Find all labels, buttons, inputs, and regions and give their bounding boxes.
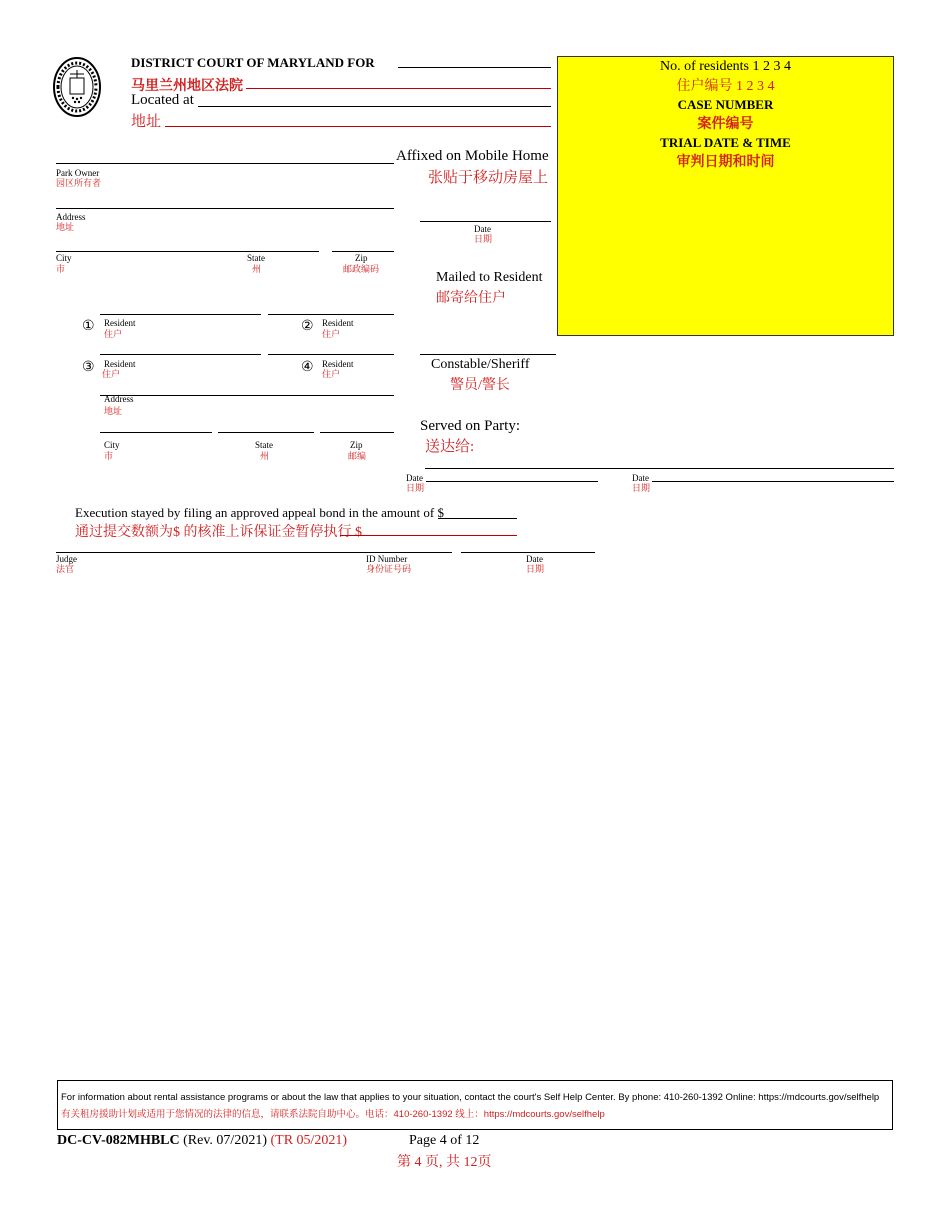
signature-date-cn-label: 日期 — [526, 564, 545, 574]
execution-cn-text: 通过提交数额为$ 的核准上诉保证金暂停执行 $ — [75, 525, 362, 540]
form-revision: (Rev. 07/2021) — [183, 1133, 267, 1148]
residents-count-cn: 住户编号 1 2 3 4 — [676, 79, 775, 94]
resident-4-number: ④ — [301, 360, 314, 375]
park-state-label: State — [247, 253, 265, 263]
affixed-cn-label: 张贴于移动房屋上 — [428, 170, 549, 186]
resident-3-field[interactable] — [100, 354, 261, 355]
court-seal-logo — [52, 56, 102, 118]
resident-2-label: Resident — [322, 318, 354, 328]
resident-3-cn-label: 住户 — [102, 369, 121, 379]
resident-4-label: Resident — [322, 359, 354, 369]
court-county-cn-field[interactable] — [246, 88, 551, 89]
resident-3-label: Resident — [104, 359, 136, 369]
resident-1-number: ① — [82, 319, 95, 334]
served-date-2-label: Date — [632, 473, 649, 483]
form-translation-revision: (TR 05/2021) — [270, 1133, 348, 1148]
park-address-cn-label: 地址 — [56, 222, 75, 232]
park-address-field[interactable] — [56, 208, 394, 209]
resident-zip-label: Zip — [350, 440, 363, 450]
judge-date-field[interactable] — [461, 552, 595, 553]
park-owner-field[interactable] — [56, 163, 394, 164]
served-label: Served on Party: — [420, 418, 520, 434]
resident-3-number: ③ — [82, 360, 95, 375]
court-title-cn: 马里兰州地区法院 — [131, 79, 243, 94]
park-zip-field[interactable] — [332, 251, 394, 252]
park-city-field[interactable] — [56, 251, 319, 252]
affixed-label: Affixed on Mobile Home — [396, 148, 549, 164]
resident-zip-cn-label: 邮编 — [348, 451, 367, 461]
page-number-cn: 第 4 页, 共 12页 — [397, 1155, 492, 1170]
constable-cn-label: 警员/警长 — [450, 378, 510, 393]
id-number-label: ID Number — [366, 554, 408, 564]
resident-zip-field[interactable] — [320, 432, 394, 433]
resident-1-cn-label: 住户 — [104, 329, 123, 339]
self-help-info-cn-text: 有关租房援助计划或适用于您情况的法律的信息，请联系法院自助中心。电话：410-260-1392 线上：https://mdcourts.gov/selfhelp — [61, 1109, 605, 1120]
served-date-1-label: Date — [406, 473, 423, 483]
execution-text: Execution stayed by filing an approved appeal bond in the amount of $ — [75, 505, 444, 520]
resident-city-label: City — [104, 440, 120, 450]
served-date-2-field[interactable] — [652, 481, 894, 482]
located-at-field[interactable] — [198, 106, 551, 107]
resident-2-field[interactable] — [268, 314, 394, 315]
located-at-label: Located at — [131, 92, 194, 108]
served-party-field[interactable] — [425, 468, 894, 469]
located-at-cn-label: 地址 — [131, 114, 162, 130]
constable-field[interactable] — [420, 354, 556, 355]
affixed-date-field[interactable] — [420, 221, 551, 222]
case-number-cn-label: 案件编号 — [697, 117, 754, 132]
judge-label: Judge — [56, 554, 77, 564]
resident-state-field[interactable] — [218, 432, 314, 433]
park-owner-label: Park Owner — [56, 168, 100, 178]
served-date-1-cn-label: 日期 — [406, 483, 425, 493]
trial-date-cn-label: 审判日期和时间 — [676, 155, 775, 170]
resident-address-cn-label: 地址 — [104, 406, 123, 416]
resident-address-field[interactable] — [100, 395, 394, 396]
court-county-field[interactable] — [398, 67, 551, 68]
affixed-date-cn-label: 日期 — [474, 234, 493, 244]
judge-cn-label: 法官 — [56, 564, 75, 574]
park-address-label: Address — [56, 212, 86, 222]
resident-1-label: Resident — [104, 318, 136, 328]
page-number: Page 4 of 12 — [409, 1133, 480, 1148]
located-at-cn-field[interactable] — [165, 126, 551, 127]
park-owner-cn-label: 园区所有者 — [56, 178, 102, 188]
mailed-cn-label: 邮寄给住户 — [436, 291, 506, 306]
park-zip-cn-label: 邮政编码 — [343, 264, 380, 274]
served-date-2-cn-label: 日期 — [632, 483, 651, 493]
resident-state-cn-label: 州 — [260, 451, 270, 461]
case-info-box — [557, 56, 894, 336]
signature-date-label: Date — [526, 554, 543, 564]
trial-date-label: TRIAL DATE & TIME — [660, 135, 791, 150]
park-state-cn-label: 州 — [252, 264, 262, 274]
resident-1-field[interactable] — [100, 314, 261, 315]
served-cn-label: 送达给: — [425, 439, 475, 455]
self-help-info-text: For information about rental assistance programs or about the law that applies to your situation, contact the court's Self Help Center. By phone: 410-260-1392 Online: https://mdcourts.gov/selfhelp — [61, 1092, 880, 1103]
mailed-label: Mailed to Resident — [436, 270, 543, 285]
resident-state-label: State — [255, 440, 273, 450]
affixed-date-label: Date — [474, 224, 491, 234]
form-id: DC-CV-082MHBLC — [57, 1133, 180, 1148]
resident-4-cn-label: 住户 — [322, 369, 341, 379]
bond-amount-field[interactable] — [438, 518, 517, 519]
court-title: DISTRICT COURT OF MARYLAND FOR — [131, 55, 375, 70]
resident-4-field[interactable] — [268, 354, 394, 355]
resident-2-cn-label: 住户 — [322, 329, 341, 339]
self-help-info-box — [57, 1080, 893, 1130]
form-id-line — [57, 1133, 347, 1149]
served-date-1-field[interactable] — [426, 481, 598, 482]
id-number-cn-label: 身份证号码 — [366, 564, 412, 574]
bond-amount-cn-field[interactable] — [340, 535, 517, 536]
resident-city-cn-label: 市 — [104, 451, 114, 461]
park-city-label: City — [56, 253, 72, 263]
resident-address-label: Address — [104, 394, 134, 404]
resident-2-number: ② — [301, 319, 314, 334]
park-zip-label: Zip — [355, 253, 368, 263]
residents-count[interactable]: No. of residents 1 2 3 4 — [659, 59, 792, 74]
park-city-cn-label: 市 — [56, 264, 66, 274]
case-number-label: CASE NUMBER — [677, 97, 774, 112]
constable-label: Constable/Sheriff — [431, 357, 530, 372]
resident-city-field[interactable] — [100, 432, 212, 433]
judge-signature-field[interactable] — [56, 552, 452, 553]
